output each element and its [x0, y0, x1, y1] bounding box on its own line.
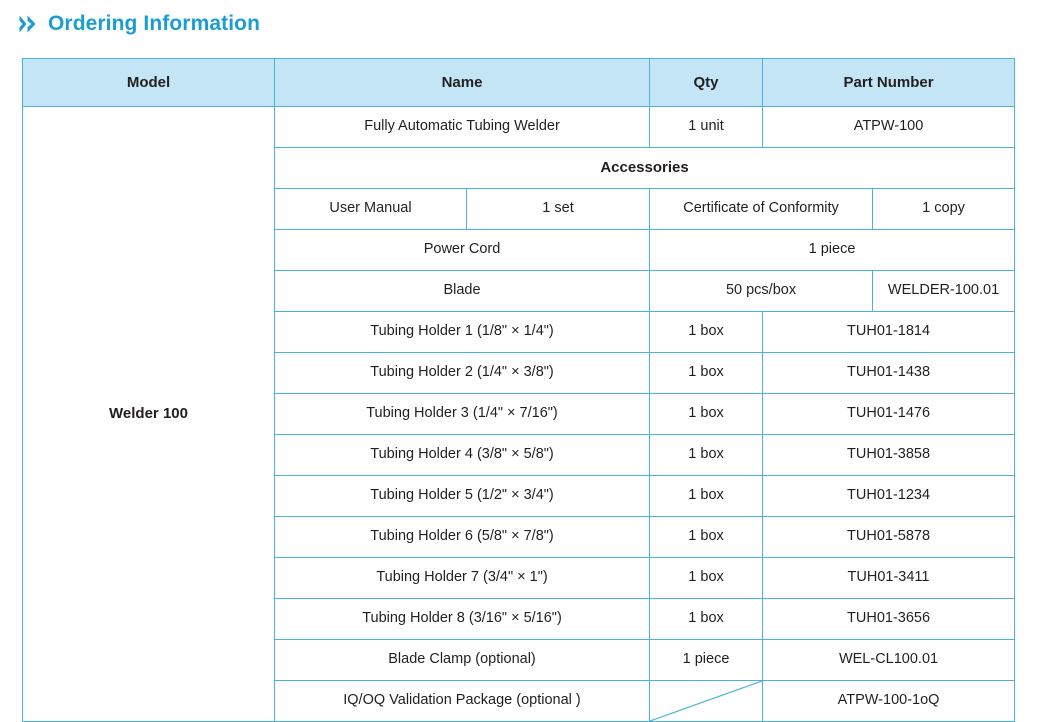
row-part-number: WEL-CL100.01	[763, 640, 1015, 681]
row-qty: 1 box	[650, 476, 763, 517]
row-part-number: TUH01-5878	[763, 517, 1015, 558]
row-name: Tubing Holder 6 (5/8" × 7/8")	[275, 517, 650, 558]
table-row	[23, 107, 1015, 148]
model-value: Welder 100	[23, 107, 275, 722]
row-qty: 1 unit	[650, 107, 763, 148]
row-qty: 1 piece	[650, 640, 763, 681]
row-name: User Manual	[275, 189, 467, 230]
row-part-number: TUH01-1476	[763, 394, 1015, 435]
row-qty: 1 box	[650, 312, 763, 353]
row-part-number: TUH01-1438	[763, 353, 1015, 394]
row-name: Blade	[275, 271, 650, 312]
row-qty: 1 box	[650, 353, 763, 394]
row-name: IQ/OQ Validation Package (optional )	[275, 681, 650, 722]
row-part-number: TUH01-1234	[763, 476, 1015, 517]
row-qty: 1 set	[467, 189, 650, 230]
page-title: Ordering Information	[48, 12, 260, 35]
row-qty: 1 box	[650, 599, 763, 640]
table-header-row	[23, 59, 1015, 107]
row-qty: 1 box	[650, 517, 763, 558]
row-name-secondary: Certificate of Conformity	[650, 189, 873, 230]
column-header-name: Name	[275, 59, 650, 107]
section-heading	[18, 8, 260, 40]
row-name: Fully Automatic Tubing Welder	[275, 107, 650, 148]
row-qty: 1 box	[650, 435, 763, 476]
row-part-number: TUH01-3411	[763, 558, 1015, 599]
row-qty: 50 pcs/box	[650, 271, 873, 312]
row-name: Tubing Holder 7 (3/4" × 1")	[275, 558, 650, 599]
row-part-number: TUH01-3656	[763, 599, 1015, 640]
row-name: Tubing Holder 2 (1/4" × 3/8")	[275, 353, 650, 394]
column-header-part-number: Part Number	[763, 59, 1015, 107]
row-name: Power Cord	[275, 230, 650, 271]
row-part-number: TUH01-1814	[763, 312, 1015, 353]
row-name: Tubing Holder 4 (3/8" × 5/8")	[275, 435, 650, 476]
accessories-label: Accessories	[275, 148, 1015, 189]
ordering-information-table	[22, 58, 1015, 722]
row-qty: 1 box	[650, 394, 763, 435]
row-part-number: ATPW-100-1oQ	[763, 681, 1015, 722]
row-name: Blade Clamp (optional)	[275, 640, 650, 681]
row-qty: 1 box	[650, 558, 763, 599]
row-part-number: ATPW-100	[763, 107, 1015, 148]
row-qty-not-applicable	[650, 681, 763, 722]
row-qty: 1 piece	[650, 230, 1015, 271]
row-name: Tubing Holder 5 (1/2" × 3/4")	[275, 476, 650, 517]
column-header-model: Model	[23, 59, 275, 107]
row-part-number: TUH01-3858	[763, 435, 1015, 476]
column-header-qty: Qty	[650, 59, 763, 107]
double-chevron-right-icon	[18, 13, 38, 35]
row-part-number: WELDER-100.01	[873, 271, 1015, 312]
row-qty-secondary: 1 copy	[873, 189, 1015, 230]
row-name: Tubing Holder 8 (3/16" × 5/16")	[275, 599, 650, 640]
row-name: Tubing Holder 3 (1/4" × 7/16")	[275, 394, 650, 435]
diagonal-strike-icon	[650, 681, 762, 721]
row-name: Tubing Holder 1 (1/8" × 1/4")	[275, 312, 650, 353]
